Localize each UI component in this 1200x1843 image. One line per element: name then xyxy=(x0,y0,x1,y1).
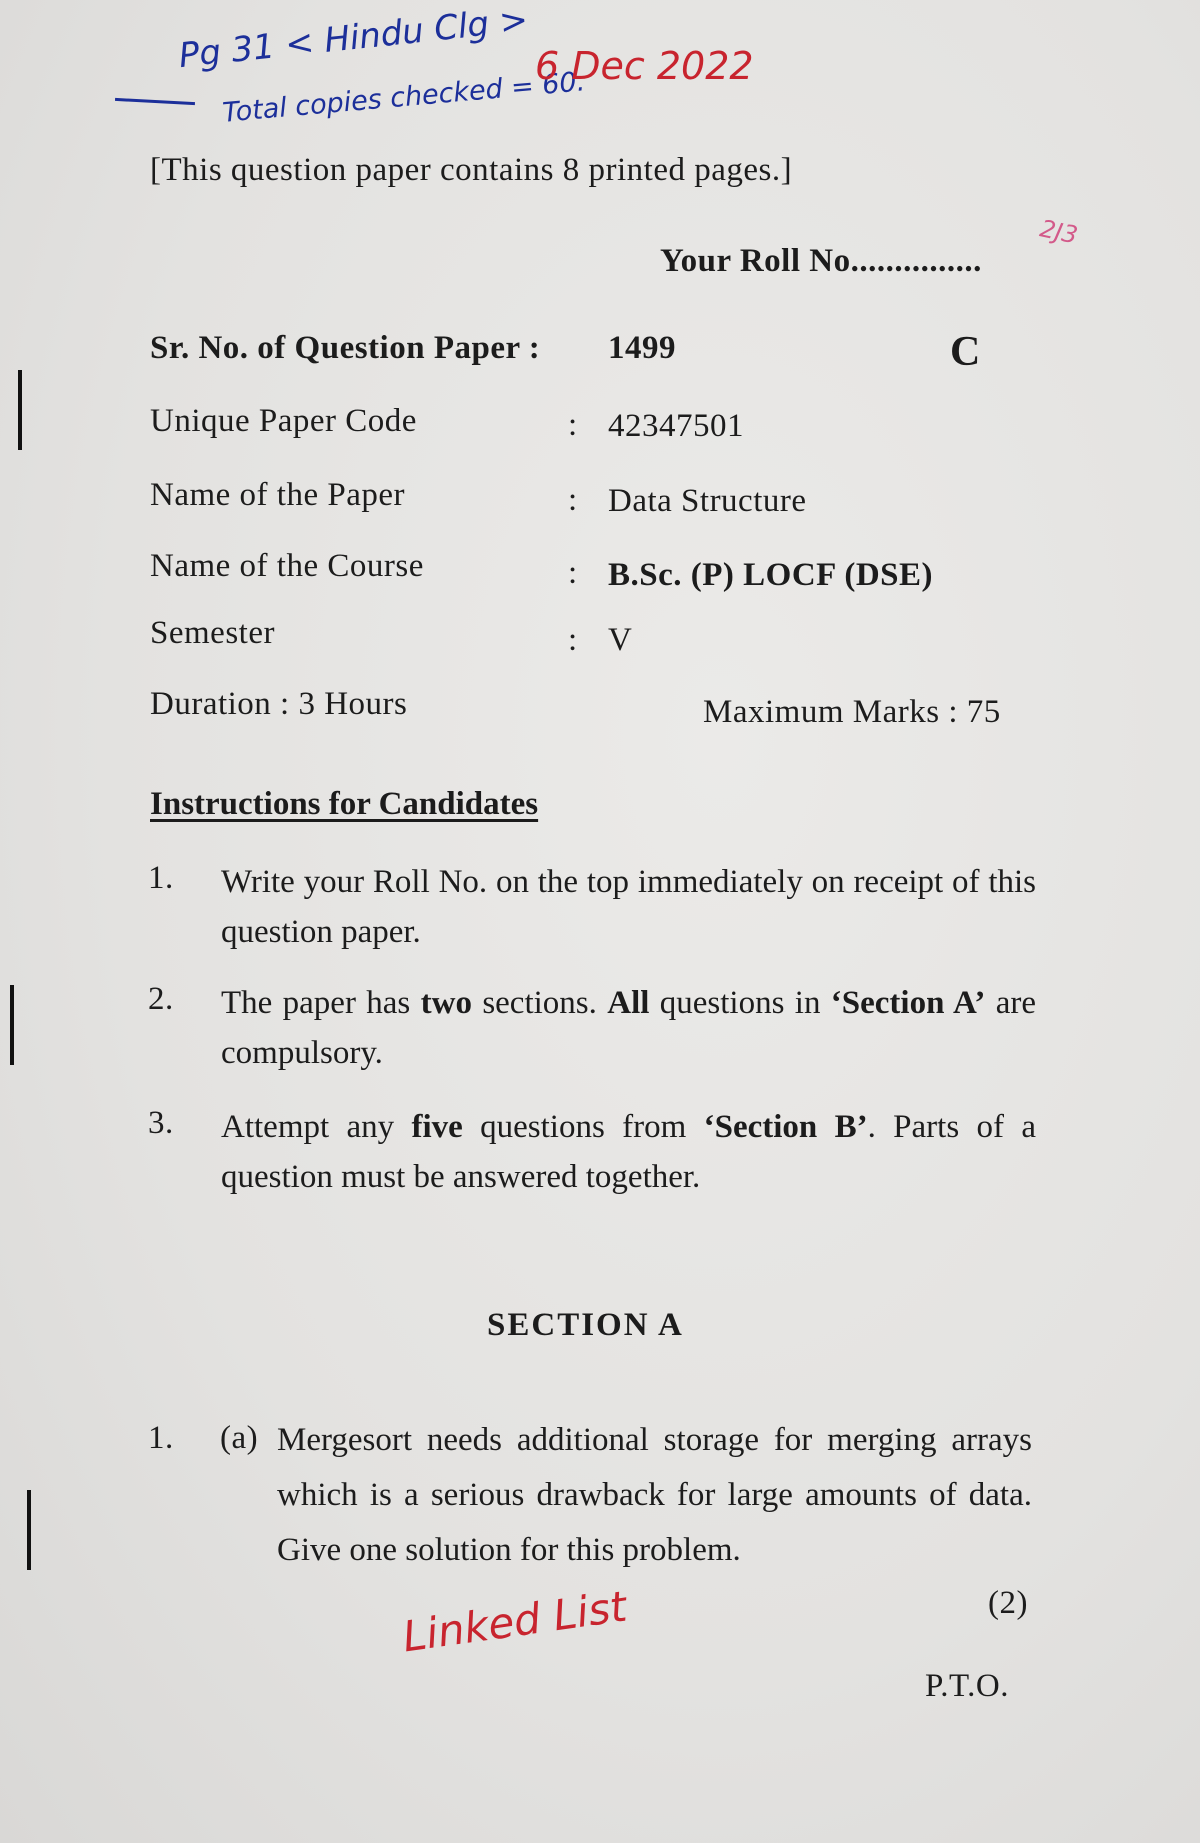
instruction-number: 1. xyxy=(148,860,174,896)
instruction-segment: Write your Roll No. on the top immediately on receipt of this question paper. xyxy=(221,864,1036,950)
instruction-emphasis: ‘Section B’ xyxy=(703,1109,868,1145)
handwritten-dash xyxy=(115,98,195,105)
instruction-text xyxy=(221,857,1036,957)
handwritten-date: 6 Dec 2022 xyxy=(535,44,754,88)
instruction-segment: The paper has xyxy=(221,985,421,1021)
semester-colon: : xyxy=(568,622,578,658)
margin-tick xyxy=(10,985,14,1065)
instruction-segment: . Parts of a question must be answered together. xyxy=(221,1109,1036,1195)
instruction-emphasis: five xyxy=(411,1109,463,1145)
question-number: 1. xyxy=(148,1420,174,1456)
instruction-text xyxy=(221,1102,1036,1202)
handwritten-side-mark: 2J3 xyxy=(1037,214,1081,250)
upc-colon: : xyxy=(568,407,578,443)
instructions-heading: Instructions for Candidates xyxy=(150,786,539,822)
section-a-title: SECTION A xyxy=(487,1307,684,1343)
instruction-number: 3. xyxy=(148,1105,174,1141)
upc-label: Unique Paper Code xyxy=(150,403,417,439)
margin-tick xyxy=(27,1490,31,1570)
instruction-segment: questions in xyxy=(649,985,831,1021)
paper-name-colon: : xyxy=(568,482,578,518)
course-colon: : xyxy=(568,555,578,591)
handwritten-note-line2: Total copies checked = 60. xyxy=(221,66,587,129)
handwritten-note-line1: Pg 31 < Hindu Clg > xyxy=(176,0,530,77)
instruction-emphasis: two xyxy=(420,985,472,1021)
instruction-emphasis: All xyxy=(607,985,650,1021)
course-value: B.Sc. (P) LOCF (DSE) xyxy=(608,557,934,593)
question-1a-text: Mergesort needs additional storage for merging arrays which is a serious drawback for large amounts of data. Give one solution for this problem. xyxy=(277,1422,1032,1568)
instruction-segment: are compulsory. xyxy=(221,985,1036,1071)
printed-pages-note: [This question paper contains 8 printed pages.] xyxy=(150,152,793,188)
maximum-marks: Maximum Marks : 75 xyxy=(703,694,1001,730)
instruction-text xyxy=(221,978,1036,1078)
paper-name-label: Name of the Paper xyxy=(150,477,405,513)
question-part-label: (a) xyxy=(220,1420,259,1456)
instruction-segment: sections. xyxy=(471,985,608,1021)
duration: Duration : 3 Hours xyxy=(150,686,408,722)
course-label: Name of the Course xyxy=(150,548,424,584)
question-marks: (2) xyxy=(988,1585,1028,1621)
instruction-segment: questions from xyxy=(462,1109,704,1145)
pto-label: P.T.O. xyxy=(925,1668,1009,1704)
semester-value: V xyxy=(608,622,633,658)
instruction-segment: Attempt any xyxy=(221,1109,412,1145)
upc-value: 42347501 xyxy=(608,408,744,444)
instruction-emphasis: ‘Section A’ xyxy=(830,985,986,1021)
sr-no-value: 1499 xyxy=(608,330,676,366)
margin-tick xyxy=(18,370,22,450)
paper-set-letter: C xyxy=(950,329,981,375)
instruction-number: 2. xyxy=(148,981,174,1017)
sr-no-label: Sr. No. of Question Paper : xyxy=(150,330,541,366)
semester-label: Semester xyxy=(150,615,275,651)
roll-number-field: Your Roll No............... xyxy=(660,243,982,279)
handwritten-answer: Linked List xyxy=(399,1581,630,1662)
paper-name-value: Data Structure xyxy=(608,483,807,519)
